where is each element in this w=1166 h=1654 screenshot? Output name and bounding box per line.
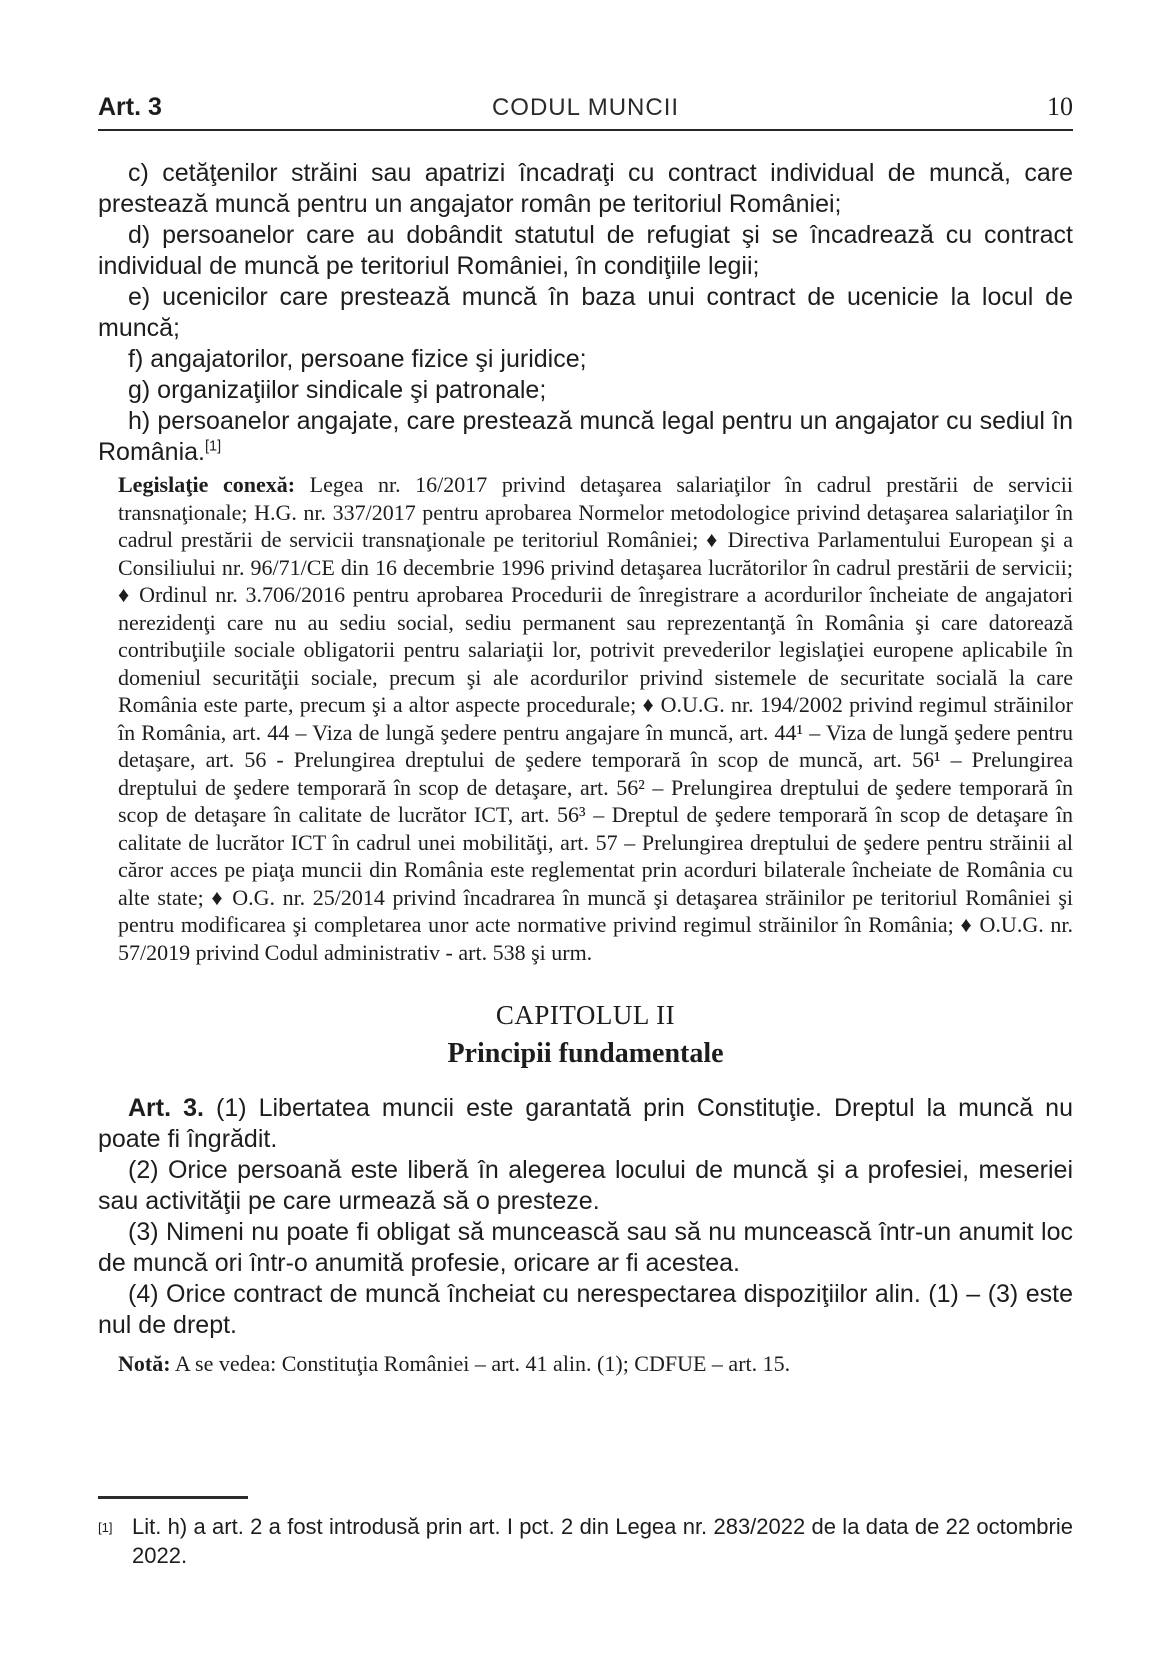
article-3-paragraph-1 xyxy=(98,1093,1073,1155)
related-legislation-text: Legea nr. 16/2017 privind detaşarea salariaţilor în cadrul prestării de servicii transnaţionale; H.G. nr. 337/2017 pentru aprobarea Normelor metodologice privind detaşarea salariaţilor în cadrul prestării de servicii transnaţionale pe teritoriul României; ♦ Directiva Parlamentului European şi a Consiliului nr. 96/71/CE din 16 decembrie 1996 privind detaşarea lucrătorilor în cadrul prestării de servicii; ♦ Ordinul nr. 3.706/2016 pentru aprobarea Procedurii de înregistrare a acordurilor încheiate de angajatori nerezidenţi care nu au sediu social, sediu permanent sau reprezentanţă în România şi care datorează contribuţiile sociale obligatorii pentru salariaţii lor, potrivit prevederilor legislaţiei europene aplicabile în domeniul securităţii sociale, precum şi ale acordurilor privind sistemele de securitate socială la care România este parte, precum şi a altor aspecte procedurale; ♦ O.U.G. nr. 194/2002 privind regimul străinilor în România, art. 44 – Viza de lungă şedere pentru angajare în muncă, art. 44¹ – Viza de lungă şedere pentru detaşare, art. 56 - Prelungirea dreptului de şedere temporară în scop de muncă, art. 56¹ – Prelungirea dreptului de şedere temporară în scop de detaşare, art. 56² – Prelungirea dreptului de şedere temporară în scop de detaşare în calitate de lucrător ICT, art. 56³ – Dreptul de şedere temporară în scop de detaşare în calitate de lucrător ICT în cadrul unei mobilităţi, art. 57 – Prelungirea dreptului de şedere pentru străinii al căror acces pe piaţa muncii din România este reglementat prin acorduri bilaterale încheiate de România cu alte state; ♦ O.G. nr. 25/2014 privind încadrarea în muncă şi detaşarea străinilor pe teritoriul României şi pentru modificarea şi completarea unor acte normative privind regimul străinilor în România; ♦ O.U.G. nr. 57/2019 privind Codul administrativ - art. 538 şi urm. xyxy=(118,472,1073,965)
chapter-title: CAPITOLUL II xyxy=(495,1000,676,1030)
article-3-paragraph-2: (2) Orice persoană este liberă în alegerea locului de muncă şi a profesiei, meseriei sau activităţii pe care urmează să o presteze. xyxy=(98,1156,1073,1215)
article-3-paragraph-4: (4) Orice contract de muncă încheiat cu nerespectarea dispoziţiilor alin. (1) – (3) este nul de drept. xyxy=(98,1280,1073,1339)
footnote-text: Lit. h) a art. 2 a fost introdusă prin art. I pct. 2 din Legea nr. 283/2022 de la data de 22 octombrie 2022. xyxy=(132,1514,1073,1568)
article-3-paragraph-1-text: (1) Libertatea muncii este garantată prin Constituţie. Dreptul la muncă nu poate fi îngrădit. xyxy=(98,1094,1073,1153)
footnote-marker: [1] xyxy=(98,1520,113,1535)
list-item-h-text: h) persoanelor angajate, care prestează muncă legal pentru un angajator cu sediul în România. xyxy=(98,407,1073,466)
list-item-f: f) angajatorilor, persoane fizice şi juridice; xyxy=(128,345,587,373)
related-legislation-block xyxy=(118,471,1073,966)
header-page-number: 10 xyxy=(1047,92,1073,121)
note-block xyxy=(118,1350,1073,1378)
note-text: A se vedea: Constituţia României – art. 41 alin. (1); CDFUE – art. 15. xyxy=(174,1351,791,1376)
running-header xyxy=(98,0,1073,131)
list-item-d: d) persoanelor care au dobândit statutul de refugiat şi se încadrează cu contract individual de muncă pe teritoriul României, în condiţiile legii; xyxy=(98,221,1073,280)
list-item-h xyxy=(98,406,1073,468)
chapter-subtitle: Principii fundamentale xyxy=(447,1038,724,1069)
list-item-c: c) cetăţenilor străini sau apatrizi încadraţi cu contract individual de muncă, care prestează muncă pentru un angajator român pe teritoriul României; xyxy=(98,159,1073,218)
page-body xyxy=(98,158,1073,1378)
note-label: Notă: xyxy=(118,1351,171,1376)
footnote-separator-rule xyxy=(98,1496,248,1499)
chapter-heading xyxy=(98,1000,1073,1070)
list-item-e: e) ucenicilor care prestează muncă în baza unui contract de ucenicie la locul de muncă; xyxy=(98,283,1073,342)
article-3-label: Art. 3. xyxy=(128,1094,204,1122)
footnote-area xyxy=(98,1496,1073,1570)
list-item-g: g) organizaţiilor sindicale şi patronale; xyxy=(128,376,547,404)
header-book-title: CODUL MUNCII xyxy=(491,94,680,121)
footnote-item xyxy=(98,1512,1073,1570)
article-3-paragraph-3: (3) Nimeni nu poate fi obligat să muncească sau să nu muncească într-un anumit loc de muncă ori într-o anumită profesie, oricare ar fi acestea. xyxy=(98,1218,1073,1277)
related-legislation-label: Legislaţie conexă: xyxy=(118,472,296,497)
footnote-ref-marker: [1] xyxy=(205,438,222,455)
header-article-ref: Art. 3 xyxy=(98,93,162,121)
